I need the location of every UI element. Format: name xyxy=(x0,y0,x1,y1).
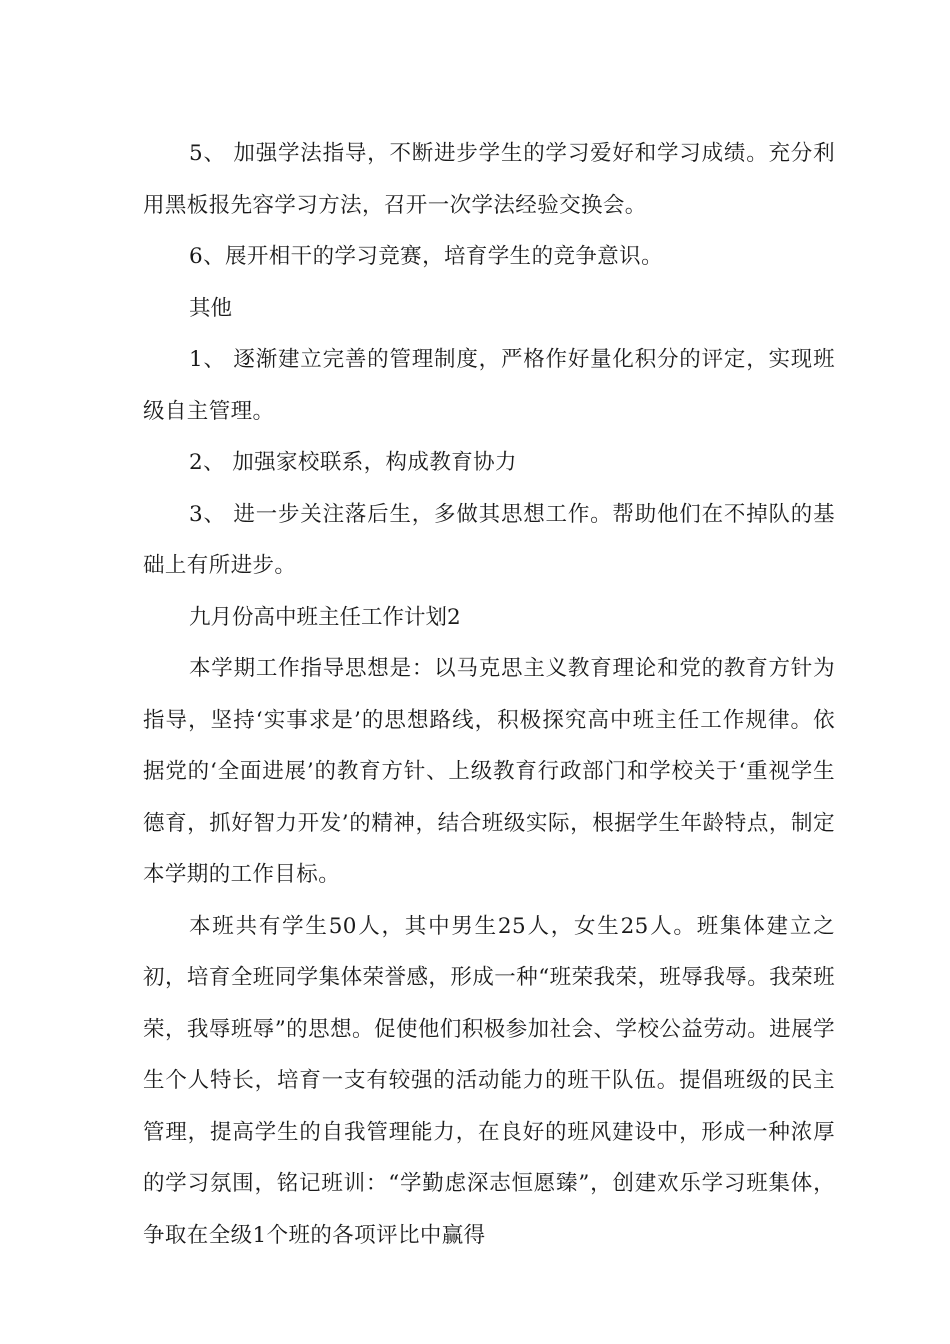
paragraph-item-6: 6、展开相干的学习竞赛，培育学生的竞争意识。 xyxy=(189,244,663,269)
paragraph-item-5: 5、 加强学法指导，不断进步学生的学习爱好和学习成绩。充分利用黑板报先容学习方法，召开一次学法经验交换会。 xyxy=(143,141,835,218)
section-heading-other: 其他 xyxy=(189,295,233,321)
paragraph-other-item-3: 3、 进一步关注落后生，多做其思想工作。帮助他们在不掉队的基础上有所进步。 xyxy=(143,501,835,578)
paragraph-other-item-1: 1、 逐渐建立完善的管理制度，严格作好量化积分的评定，实现班级自主管理。 xyxy=(143,347,835,424)
paragraph-other-item-2: 2、 加强家校联系，构成教育协力 xyxy=(189,450,517,475)
paragraph-guiding-thought: 本学期工作指导思想是：以马克思主义教育理论和党的教育方针为指导，坚持‘实事求是’的思想路线，积极探究高中班主任工作规律。依据党的‘全面进展’的教育方针、上级教育行政部门和学校关于‘重视学生德育，抓好智力开发’的精神，结合班级实际，根据学生年龄特点，制定本学期的工作目标。 xyxy=(143,656,835,887)
paragraph-class-overview: 本班共有学生50人，其中男生25人，女生25人。班集体建立之初，培育全班同学集体荣誉感，形成一种“班荣我荣，班辱我辱。我荣班荣，我辱班辱”的思想。促使他们积极参加社会、学校公益劳动。进展学生个人特长，培育一支有较强的活动能力的班干队伍。提倡班级的民主管理，提高学生的自我管理能力，在良好的班风建设中，形成一种浓厚的学习氛围，铭记班训：“学勤虑深志恒愿臻”，创建欢乐学习班集体，争取在全级1个班的各项评比中赢得 xyxy=(143,913,835,1248)
document-body xyxy=(143,128,835,1261)
section-title-plan-2: 九月份高中班主任工作计划2 xyxy=(189,604,461,630)
